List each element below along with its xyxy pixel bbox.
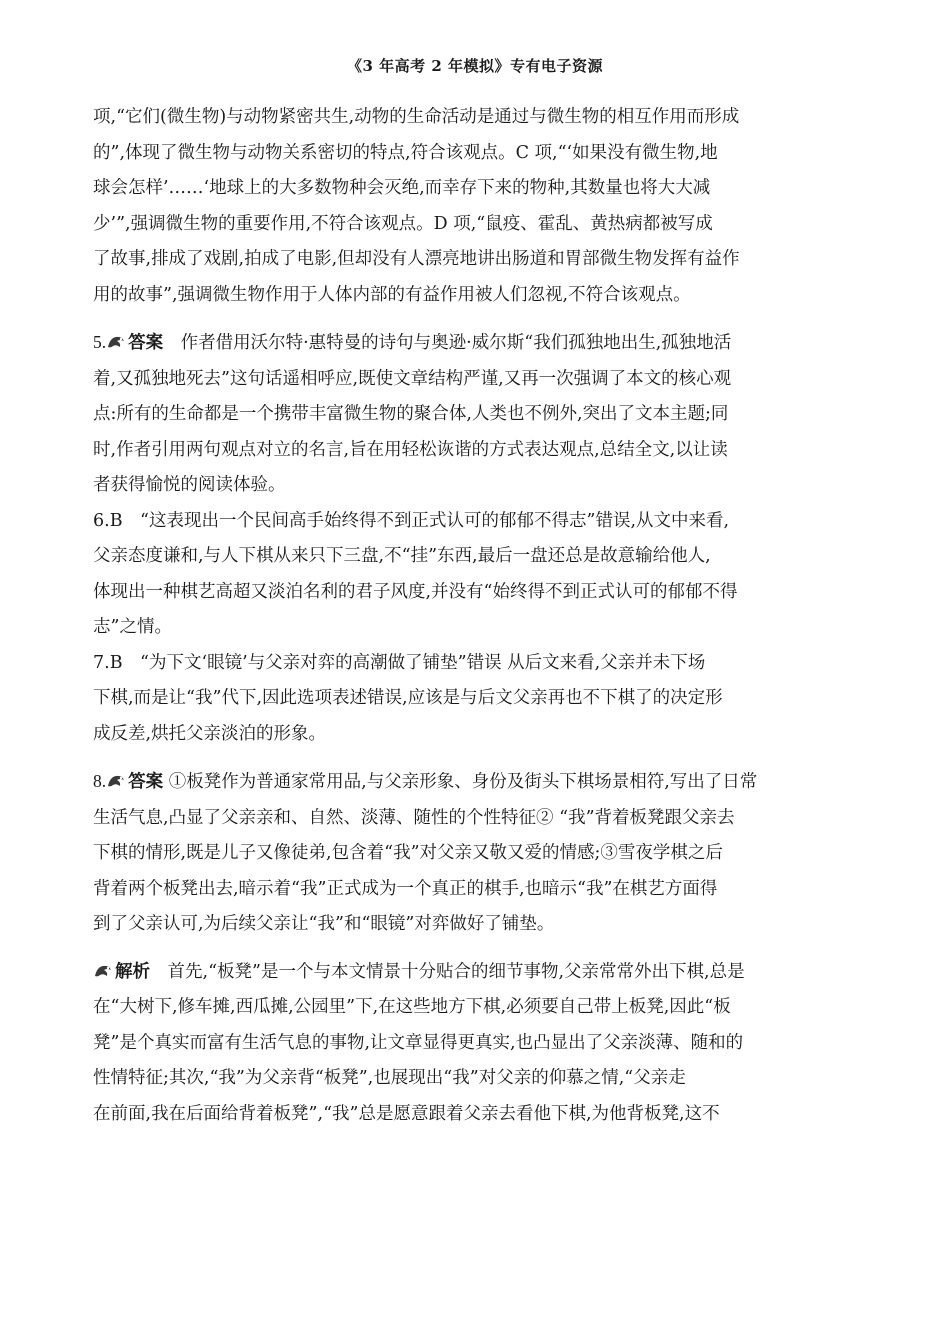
page-header: 《3 年高考 2 年模拟》专有电子资源 — [346, 57, 604, 75]
text-line: 下棋的情形,既是儿子又像徒弟,包含着“我”对父亲又敬又爱的情感;③雪夜学棋之后 — [93, 843, 723, 863]
text-line: 下棋,而是让“我”代下,因此选项表述错误,应该是与后文父亲再也不下棋了的决定形 — [93, 688, 723, 708]
text-line: 志”之情。 — [93, 617, 172, 637]
question-number: 5. — [93, 332, 107, 352]
answer-label: 答案 — [128, 772, 164, 792]
text-line: 的”,体现了微生物与动物关系密切的特点,符合该观点。C 项,“‘如果没有微生物,地 — [93, 142, 718, 163]
text-line: 性情特征;其次,“我”为父亲背“板凳”,也展现出“我”对父亲的仰慕之情,“父亲走 — [93, 1068, 686, 1088]
text-line: 点:所有的生命都是一个携带丰富微生物的聚合体,人类也不例外,突出了文本主题;同 — [93, 404, 729, 424]
text-line: 时,作者引用两句观点对立的名言,旨在用轻松诙谐的方式表达观点,总结全文,以让读 — [93, 439, 728, 460]
text-line: 用的故事”,强调微生物作用于人体内部的有益作用被人们忽视,不符合该观点。 — [93, 284, 691, 305]
text-line: 生活气息,凸显了父亲亲和、自然、淡薄、随性的个性特征② “我”背着板凳跟父亲去 — [93, 807, 735, 828]
text-line — [93, 955, 823, 991]
answer-5 — [93, 325, 823, 504]
answer-6 — [93, 504, 823, 646]
text-line — [93, 325, 823, 362]
text-line: 成反差,烘托父亲淡泊的形象。 — [93, 723, 327, 744]
document-body — [93, 100, 823, 1132]
text-line — [93, 764, 823, 801]
analysis-label: 解析 — [115, 961, 150, 982]
answer-label: 答案 — [128, 333, 164, 353]
answer-7 — [93, 646, 823, 753]
analysis — [93, 955, 823, 1133]
text-line: 球会怎样’……‘地球上的大多数物种会灭绝,而幸存下来的物种,其数量也将大大减 — [93, 178, 711, 198]
answer-badge-icon — [106, 335, 126, 349]
text-line: 者获得愉悦的阅读体验。 — [93, 475, 286, 495]
text-line: 在前面,我在后面给背着板凳”,“我”总是愿意跟着父亲去看他下棋,为他背板凳,这不 — [93, 1103, 720, 1124]
text-line: 体现出一种棋艺高超又淡泊名利的君子风度,并没有“始终得不到正式认可的郁郁不得 — [93, 581, 738, 602]
question-number: 8. — [93, 771, 107, 791]
text-line: 项,“它们(微生物)与动物紧密共生,动物的生命活动是通过与微生物的相互作用而形成 — [93, 107, 740, 127]
text-line: 在“大树下,修车摊,西瓜摊,公园里”下,在这些地方下棋,必须要自己带上板凳,因此“板 — [93, 997, 731, 1017]
text-line: 父亲态度谦和,与人下棋从来只下三盘,不“挂”东西,最后一盘还总是故意输给他人, — [93, 546, 711, 566]
answer-badge-icon — [106, 774, 126, 788]
answer-text: ①板凳作为普通家常用品,与父亲形象、身份及街头下棋场景相符,写出了日常 — [163, 772, 758, 792]
text-line: 到了父亲认可,为后续父亲让“我”和“眼镜”对弈做好了铺垫。 — [93, 914, 555, 934]
text-line: 了故事,排成了戏剧,拍成了电影,但却没有人漂亮地讲出肠道和胃部微生物发挥有益作 — [93, 249, 740, 269]
text-line: 7.B “为下文‘眼镜’与父亲对弈的高潮做了铺垫”错误 从后文来看,父亲并未下场 — [93, 652, 706, 673]
answer-8 — [93, 764, 823, 943]
answer-4-continued — [93, 100, 823, 313]
text-line: 凳”是个真实而富有生活气息的事物,让文章显得更真实,也凸显出了父亲淡薄、随和的 — [93, 1032, 744, 1053]
text-line: 背着两个板凳出去,暗示着“我”正式成为一个真正的棋手,也暗示“我”在棋艺方面得 — [93, 878, 718, 899]
text-line: 着,又孤独地死去”这句话遥相呼应,既使文章结构严谨,又再一次强调了本文的核心观 — [93, 368, 732, 389]
text-line: 少’”,强调微生物的重要作用,不符合该观点。D 项,“鼠疫、霍乱、黄热病都被写成 — [93, 213, 713, 234]
text-line: 6.B “这表现出一个民间高手始终得不到正式认可的郁郁不得志”错误,从文中来看, — [93, 510, 730, 531]
analysis-badge-icon — [93, 964, 113, 978]
answer-text: 作者借用沃尔特·惠特曼的诗句与奥逊·威尔斯“我们孤独地出生,孤独地活 — [163, 333, 732, 353]
analysis-text: 首先,“板凳”是一个与本文情景十分贴合的细节事物,父亲常常外出下棋,总是 — [150, 961, 745, 982]
